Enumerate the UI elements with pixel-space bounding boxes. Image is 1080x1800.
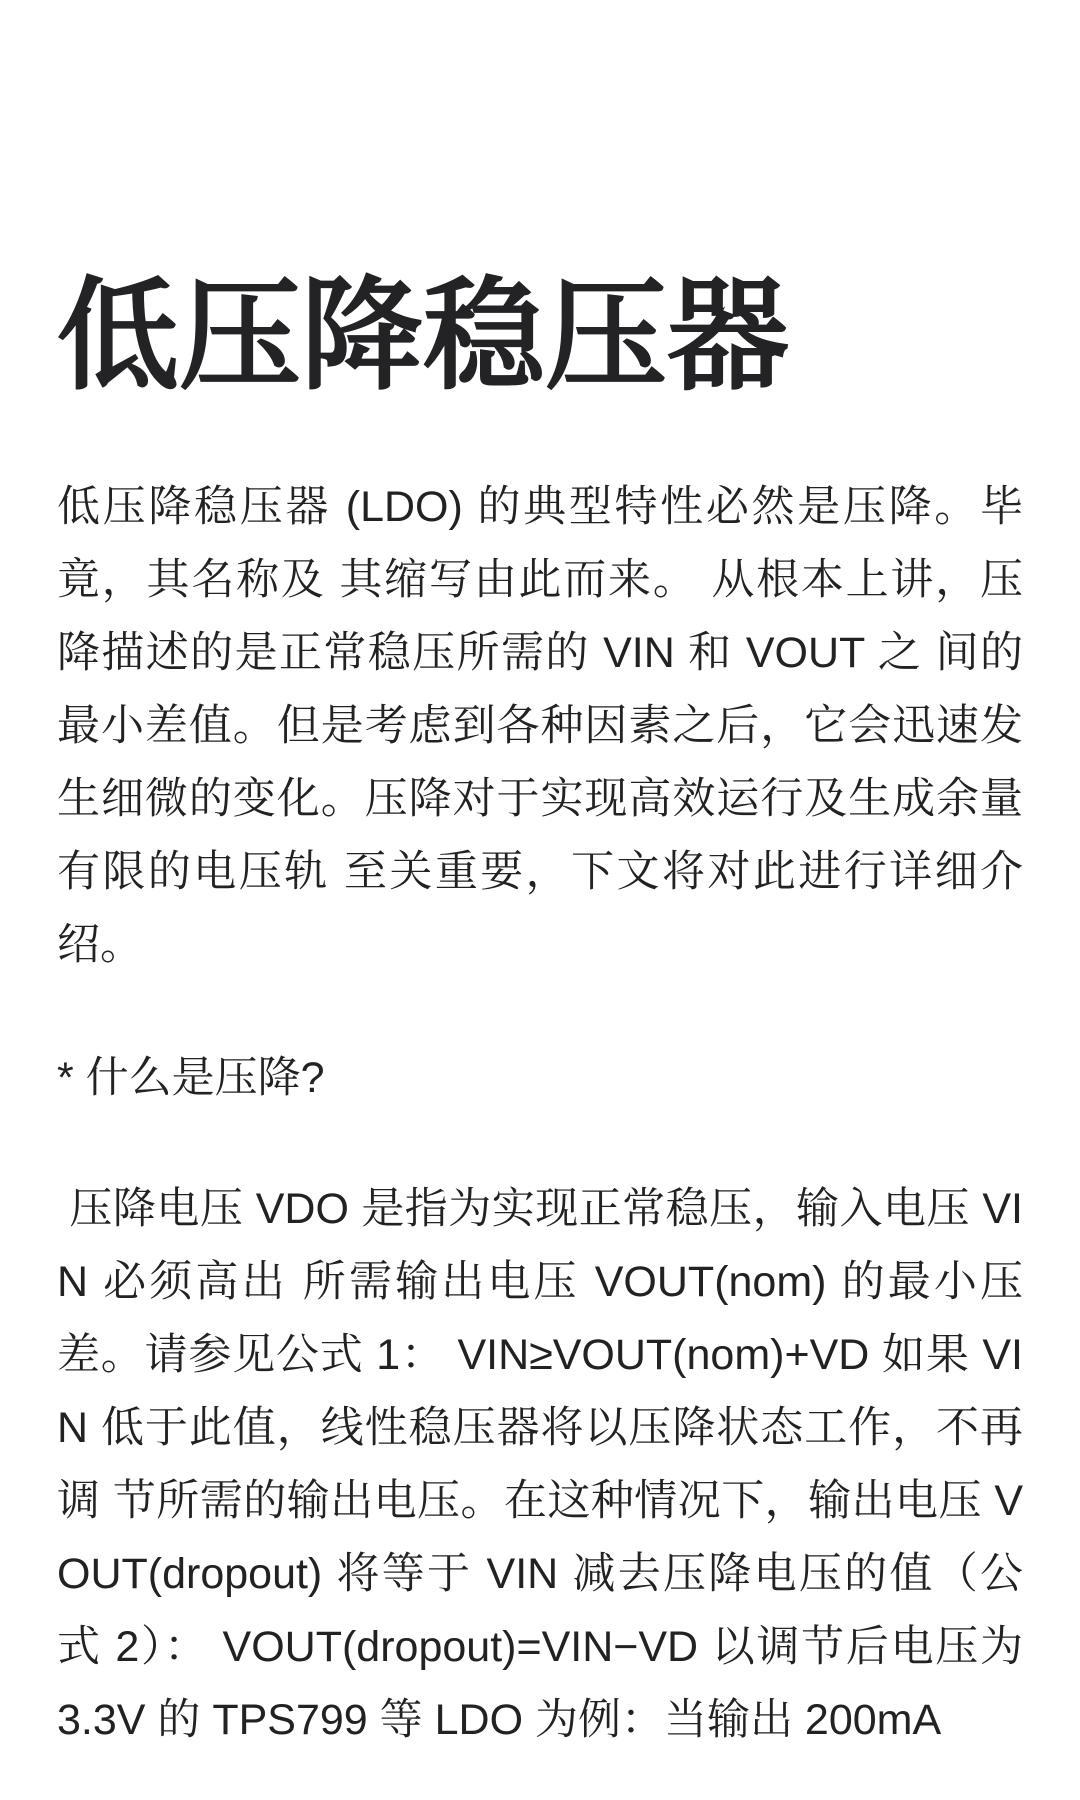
section-subheading-what-is-dropout: * 什么是压降? [57, 1053, 325, 1102]
paragraph-intro: 低压降稳压器 (LDO) 的典型特性必然是压降。毕竟，其名称及 其缩写由此而来。 从根本上讲，压降描述的是正常稳压所需的 VIN 和 VOUT 之 间的最小差值。但是考虑到各种因素之后，它会迅速发生细微的变化。压降对于实现高效运行及生成余量有限的电压轨 至关重要，下文将对此进行详细介绍。 [57, 482, 1023, 969]
paragraph-dropout-definition: 压降电压 VDO 是指为实现正常稳压，输入电压 VIN 必须高出 所需输出电压 VOUT(nom) 的最小压差。请参见公式 1： VIN≥VOUT(nom)+VD 如果 VIN 低于此值，线性稳压器将以压降状态工作，不再调 节所需的输出电压。在这种情况下，输出电压 VOUT(dropout) 将等于 VIN 减去压降电压的值（公式 2）： VOUT(dropout)=VIN−VD 以调节后电压为 3.3V 的 TPS799 等 LDO 为例：当输出 200mA [57, 1184, 1035, 1744]
article-title: 低压降稳压器 [57, 268, 789, 404]
